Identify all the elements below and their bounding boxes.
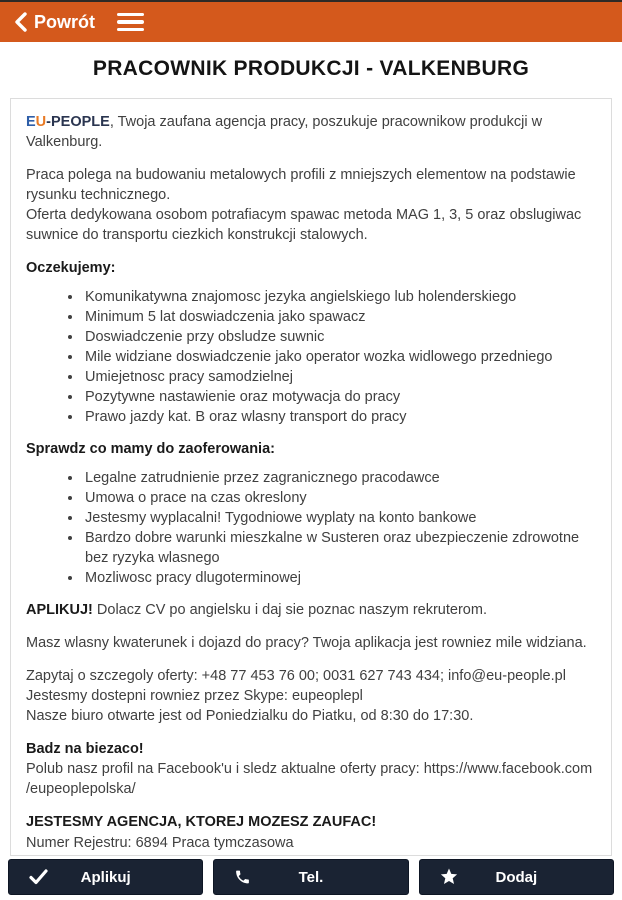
list-item: • Umowa o prace na czas okreslony	[83, 488, 596, 508]
social-text: Polub nasz profil na Facebook'u i sledz aktualne oferty pracy: https://www.facebook.com /eupeoplepolska/	[26, 761, 593, 797]
offer-list	[26, 468, 596, 588]
action-bar	[0, 856, 622, 900]
contact-line-skype: Jestesmy dostepni rowniez przez Skype: eupeoplepl	[26, 688, 363, 704]
job-description-card	[10, 98, 612, 856]
job-summary-paragraph: Praca polega na budowaniu metalowych profili z mniejszych elementow na podstawie rysunku technicznego. Oferta dedykowana osobom potrafiacym spawac metoda MAG 1, 3, 5 oraz obslugiwac suwnice do transportu ciezkich konstrukcji stalowych.	[26, 167, 582, 243]
list-item: • Bardzo dobre warunki mieszkalne w Susteren oraz ubezpieczenie zdrowotne bez ryzyka wlasnego	[83, 528, 596, 568]
back-button[interactable]	[14, 12, 95, 33]
offer-heading: Sprawdz co mamy do zaoferowania:	[26, 441, 275, 457]
list-item: • Umiejetnosc pracy samodzielnej	[83, 367, 596, 387]
list-item: • Jestesmy wyplacalni! Tygodniowe wyplaty na konto bankowe	[83, 508, 596, 528]
list-item: • Doswiadczenie przy obsludze suwnic	[83, 327, 596, 347]
star-icon	[440, 869, 458, 886]
add-button-label: Dodaj	[495, 868, 538, 886]
list-item: • Komunikatywna znajomosc jezyka angielskiego lub holenderskiego	[83, 287, 596, 307]
phone-icon	[234, 869, 251, 886]
hamburger-menu-button[interactable]	[117, 11, 144, 34]
contact-line-hours: Nasze biuro otwarte jest od Poniedzialku do Piatku, od 8:30 do 17:30.	[26, 708, 474, 724]
back-label: Powrót	[34, 11, 95, 32]
list-item: • Minimum 5 lat doswiadczenia jako spawacz	[83, 307, 596, 327]
call-button-label: Tel.	[298, 868, 324, 886]
add-button[interactable]	[419, 859, 614, 895]
contact-paragraph	[26, 666, 596, 726]
registry-line: Numer Rejestru: 6894 Praca tymczasowa	[26, 835, 294, 851]
list-item: • Pozytywne nastawienie oraz motywacja do pracy	[83, 387, 596, 407]
extra-paragraph: Masz wlasny kwaterunek i dojazd do pracy? Twoja aplikacja jest rowniez mile widziana.	[26, 635, 587, 651]
apply-paragraph: APLIKUJ! Dolacz CV po angielsku i daj sie poznac naszym rekruterom.	[26, 602, 487, 618]
brand-name: EU-PEOPLE	[26, 114, 110, 130]
apply-lead: APLIKUJ!	[26, 602, 93, 618]
page-title: PRACOWNIK PRODUKCJI - VALKENBURG	[92, 57, 530, 80]
top-bar	[0, 0, 622, 42]
social-heading: Badz na biezaco!	[26, 741, 144, 757]
expectations-heading: Oczekujemy:	[26, 260, 116, 276]
intro-paragraph: EU-PEOPLE, Twoja zaufana agencja pracy, poszukuje pracownikow produkcji w Valkenburg.	[26, 114, 543, 150]
trust-statement: JESTESMY AGENCJA, KTOREJ MOZESZ ZAUFAC!	[26, 814, 377, 830]
list-item: • Prawo jazdy kat. B oraz wlasny transport do pracy	[83, 407, 596, 427]
social-paragraph	[26, 739, 596, 799]
call-button[interactable]	[213, 859, 408, 895]
list-item: • Legalne zatrudnienie przez zagranicznego pracodawce	[83, 468, 596, 488]
check-icon	[29, 869, 48, 885]
contact-line-phones: Zapytaj o szczegoly oferty: +48 77 453 76 00; 0031 627 743 434; info@eu-people.pl	[26, 668, 566, 684]
apply-button-label: Aplikuj	[80, 868, 131, 886]
back-chevron-icon	[14, 12, 27, 32]
expectations-list	[26, 287, 596, 427]
hamburger-icon	[117, 13, 144, 17]
apply-button[interactable]	[8, 859, 203, 895]
list-item: • Mile widziane doswiadczenie jako operator wozka widlowego przedniego	[83, 347, 596, 367]
list-item: • Mozliwosc pracy dlugoterminowej	[83, 568, 596, 588]
